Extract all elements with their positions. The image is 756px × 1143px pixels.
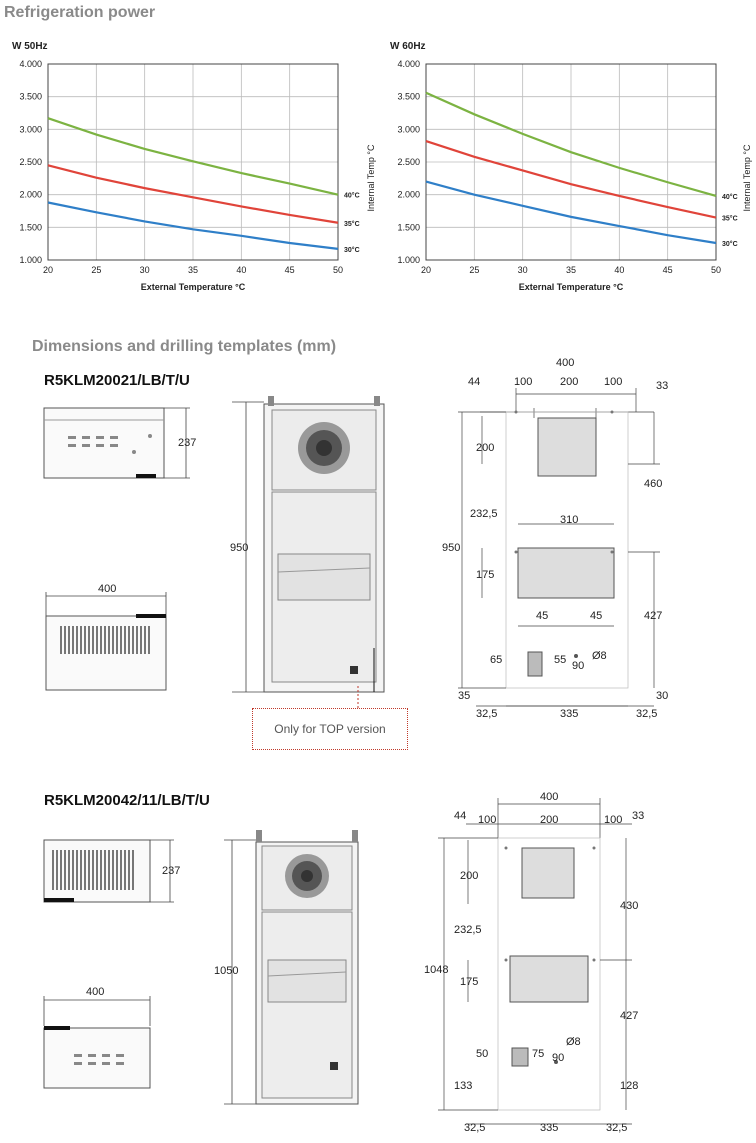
t1-gap-h: 232,5 — [470, 508, 498, 520]
t1-drain-offset: 90 — [572, 660, 585, 672]
y-tick-label: 3.000 — [397, 124, 420, 135]
model2-top-view — [40, 994, 170, 1094]
t1-bottom-right: 30 — [656, 690, 669, 702]
series-label: 40°C — [344, 192, 360, 200]
t2-gap-h: 232,5 — [454, 924, 482, 936]
model2-name: R5KLM20042/11/LB/T/U — [44, 792, 210, 809]
t2-seg3: 100 — [604, 814, 623, 826]
x-tick-label: 35 — [565, 265, 577, 275]
model1-side-view — [40, 400, 200, 490]
t1-seg1: 100 — [514, 376, 533, 388]
t1-base-left: 32,5 — [476, 708, 498, 720]
series-label: 30°C — [722, 241, 738, 249]
t2-base-mid: 335 — [540, 1122, 559, 1134]
t2-seg2: 200 — [540, 814, 559, 826]
y-tick-label: 1.000 — [19, 255, 42, 265]
y-axis-label: Internal Temp °C — [366, 144, 376, 212]
y-tick-label: 3.500 — [19, 91, 42, 102]
x-axis-label: External Temperature °C — [518, 282, 624, 292]
y-tick-label: 3.000 — [19, 124, 42, 135]
model2-depth-label: 237 — [162, 865, 181, 877]
x-axis-label: External Temperature °C — [140, 282, 246, 292]
x-tick-label: 50 — [332, 265, 344, 275]
t1-lower-cut-h: 175 — [476, 569, 495, 581]
t2-upper-cut-h: 200 — [460, 870, 479, 882]
x-tick-label: 45 — [662, 265, 673, 275]
t1-left-inset: 45 — [536, 610, 549, 622]
t1-hole: Ø8 — [592, 650, 607, 662]
t2-right-lower: 427 — [620, 1010, 639, 1022]
t2-left-edge: 44 — [454, 810, 467, 822]
y-tick-label: 4.000 — [19, 59, 42, 69]
model1-front-view — [228, 392, 418, 707]
y-tick-label: 1.000 — [397, 255, 420, 265]
t2-drain-offset: 90 — [552, 1052, 565, 1064]
y-tick-label: 2.500 — [397, 157, 420, 167]
t1-drain-h: 55 — [554, 654, 567, 666]
x-tick-label: 35 — [187, 265, 199, 275]
t1-left-edge: 44 — [468, 376, 481, 388]
t2-seg1: 100 — [478, 814, 497, 826]
t2-total-h: 1048 — [424, 964, 449, 976]
t1-right-upper: 460 — [644, 478, 663, 490]
x-tick-label: 30 — [517, 265, 528, 275]
t1-right-inset: 45 — [590, 610, 603, 622]
t2-base-left: 32,5 — [464, 1122, 486, 1134]
t1-lower-cut-w: 310 — [560, 514, 579, 526]
x-tick-label: 30 — [139, 265, 150, 275]
dimensions-title: Dimensions and drilling templates (mm) — [32, 338, 337, 355]
t1-seg2: 200 — [560, 376, 579, 388]
model2-side-view — [40, 828, 180, 908]
model2-height-label: 1050 — [214, 965, 239, 977]
y-tick-label: 2.000 — [397, 189, 420, 200]
note-leader — [318, 684, 378, 710]
chart-title: W 60Hz — [390, 41, 426, 52]
x-tick-label: 20 — [420, 265, 432, 275]
x-tick-label: 50 — [710, 265, 722, 275]
t2-bottom-right: 128 — [620, 1080, 639, 1092]
t2-bottom-left: 133 — [454, 1080, 473, 1092]
t2-drain-w: 50 — [476, 1048, 489, 1060]
series-label: 40°C — [722, 193, 738, 201]
model1-width-label: 400 — [98, 583, 117, 595]
series-label: 30°C — [344, 246, 360, 254]
t2-drain-h: 75 — [532, 1048, 545, 1060]
y-tick-label: 1.500 — [397, 222, 420, 233]
model1-name: R5KLM20021/LB/T/U — [44, 372, 190, 389]
t2-overall-width: 400 — [540, 791, 559, 803]
t1-base-mid: 335 — [560, 708, 579, 720]
refrigeration-title: Refrigeration power — [4, 4, 156, 21]
x-tick-label: 25 — [91, 265, 102, 275]
t1-right-edge: 33 — [656, 380, 669, 392]
t1-seg3: 100 — [604, 376, 623, 388]
model2-drilling-template — [426, 794, 746, 1134]
model1-depth-label: 237 — [178, 437, 197, 449]
top-version-note: Only for TOP version — [252, 708, 408, 750]
model1-top-view — [40, 590, 180, 700]
y-tick-label: 1.500 — [19, 222, 42, 233]
t1-bottom-left: 35 — [458, 690, 471, 702]
x-tick-label: 45 — [284, 265, 295, 275]
t2-lower-cut-h: 175 — [460, 976, 479, 988]
chart-title: W 50Hz — [12, 41, 48, 52]
y-tick-label: 3.500 — [397, 91, 420, 102]
model1-drilling-template — [436, 372, 756, 722]
series-label: 35°C — [722, 215, 738, 223]
t2-base-right: 32,5 — [606, 1122, 628, 1134]
x-tick-label: 25 — [469, 265, 480, 275]
y-tick-label: 2.500 — [19, 157, 42, 167]
t1-right-lower: 427 — [644, 610, 663, 622]
series-label: 35°C — [344, 220, 360, 228]
t1-base-right: 32,5 — [636, 708, 658, 720]
t2-hole: Ø8 — [566, 1036, 581, 1048]
x-tick-label: 40 — [236, 265, 247, 275]
model2-width-label: 400 — [86, 986, 105, 998]
t1-total-h: 950 — [442, 542, 461, 554]
t2-right-upper: 430 — [620, 900, 639, 912]
y-tick-label: 4.000 — [397, 59, 420, 69]
y-tick-label: 2.000 — [19, 189, 42, 200]
y-axis-label: Internal Temp °C — [742, 144, 752, 212]
x-tick-label: 20 — [42, 265, 54, 275]
t1-upper-cut-h: 200 — [476, 442, 495, 454]
model1-height-label: 950 — [230, 542, 249, 554]
model2-front-view — [220, 826, 370, 1108]
chart-60hz — [378, 34, 756, 306]
t1-overall-width: 400 — [556, 357, 575, 369]
chart-50hz — [0, 34, 378, 306]
t2-right-edge: 33 — [632, 810, 645, 822]
x-tick-label: 40 — [614, 265, 625, 275]
t1-drain-w: 65 — [490, 654, 503, 666]
